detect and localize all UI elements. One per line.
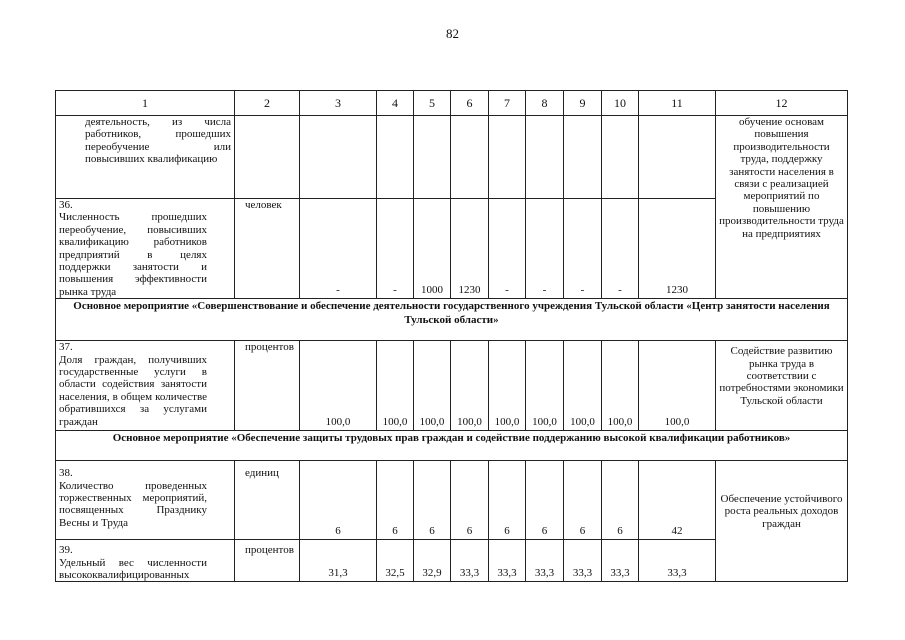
table-row [56, 341, 848, 431]
section-title: Основное мероприятие «Совершенствование и обеспечение деятельности государственного учреждения Тульской области «Центр занятости населения Тульской области» [56, 299, 848, 341]
value-cell: 32,9 [414, 540, 451, 582]
value-cell: 1230 [639, 199, 716, 299]
value-cell: 6 [300, 461, 377, 540]
unit-cell: процентов [235, 540, 300, 582]
expected-result: Обеспечение устойчивого роста реальных доходов граждан [716, 461, 848, 582]
value-cell: - [300, 199, 377, 299]
row-number: 37. [59, 341, 73, 354]
indicator-description [56, 341, 235, 431]
value-cell: 100,0 [526, 341, 564, 431]
header-cell: 2 [235, 91, 300, 116]
indicator-description [56, 199, 235, 299]
value-cell: 33,3 [489, 540, 526, 582]
value-cell: 6 [564, 461, 602, 540]
expected-result: обучение основам повышения производительности труда, поддержку занятости населения в связи с реализацией мероприятий по повышению производительности труда на предприятиях [716, 116, 848, 299]
row-number: 39. [59, 544, 73, 557]
value-cell: 100,0 [489, 341, 526, 431]
value-cell: 100,0 [602, 341, 639, 431]
value-cell: 42 [639, 461, 716, 540]
header-cell: 6 [451, 91, 489, 116]
value-cell: 33,3 [564, 540, 602, 582]
indicators-table [55, 90, 848, 582]
value-cell: - [564, 199, 602, 299]
header-cell: 4 [377, 91, 414, 116]
indicator-description [56, 461, 235, 540]
section-title: Основное мероприятие «Обеспечение защиты трудовых прав граждан и содействие поддержанию высокой квалификации работников» [56, 431, 848, 461]
value-cell: 6 [526, 461, 564, 540]
indicator-text: Удельный вес численности высококвалифицированных [59, 556, 207, 582]
indicator-description [56, 116, 235, 199]
section-row [56, 299, 848, 341]
value-cell: 100,0 [451, 341, 489, 431]
value-cell: 31,3 [300, 540, 377, 582]
value-cell: 6 [451, 461, 489, 540]
header-row [56, 91, 848, 116]
continuation-text: деятельность, из числа работников, прошедших переобучение или повысивших квалификацию [85, 116, 231, 166]
value-cell: 1230 [451, 199, 489, 299]
row-number: 38. [59, 467, 73, 480]
value-cell: - [526, 199, 564, 299]
value-cell: 6 [602, 461, 639, 540]
header-cell: 8 [526, 91, 564, 116]
table-row [56, 116, 848, 199]
indicator-text: Количество проведенных торжественных мероприятий, посвященных Празднику Весны и Труда [59, 479, 207, 529]
value-cell: - [602, 199, 639, 299]
value-cell: 100,0 [414, 341, 451, 431]
expected-result: Содействие развитию рынка труда в соответствии с потребностями экономики Тульской области [716, 341, 848, 431]
indicator-description [56, 540, 235, 582]
indicator-text: Доля граждан, получивших государственные услуги в области содействия занятости населения, в общем количестве обратившихся за услугами граждан [59, 353, 207, 428]
value-cell: 33,3 [639, 540, 716, 582]
value-cell: 100,0 [300, 341, 377, 431]
value-cell: 100,0 [639, 341, 716, 431]
value-cell: 100,0 [377, 341, 414, 431]
value-cell: 6 [414, 461, 451, 540]
header-cell: 5 [414, 91, 451, 116]
header-cell: 3 [300, 91, 377, 116]
header-cell: 1 [56, 91, 235, 116]
value-cell: 33,3 [602, 540, 639, 582]
header-cell: 12 [716, 91, 848, 116]
unit-cell: единиц [235, 461, 300, 540]
header-cell: 9 [564, 91, 602, 116]
indicator-text: Численность прошедших переобучение, повысивших квалификацию работников предприятий в целях поддержки занятости и повышения эффективности рынка труда [59, 211, 207, 298]
unit-cell: процентов [235, 341, 300, 431]
header-cell: 11 [639, 91, 716, 116]
value-cell: 1000 [414, 199, 451, 299]
unit-cell: человек [235, 199, 300, 299]
value-cell: 6 [489, 461, 526, 540]
header-cell: 10 [602, 91, 639, 116]
table-row [56, 461, 848, 540]
page-number: 82 [446, 26, 459, 41]
value-cell: - [489, 199, 526, 299]
section-row [56, 431, 848, 461]
value-cell: 6 [377, 461, 414, 540]
value-cell: 100,0 [564, 341, 602, 431]
value-cell: - [377, 199, 414, 299]
value-cell: 33,3 [526, 540, 564, 582]
value-cell: 33,3 [451, 540, 489, 582]
header-cell: 7 [489, 91, 526, 116]
value-cell: 32,5 [377, 540, 414, 582]
row-number: 36. [59, 199, 73, 211]
